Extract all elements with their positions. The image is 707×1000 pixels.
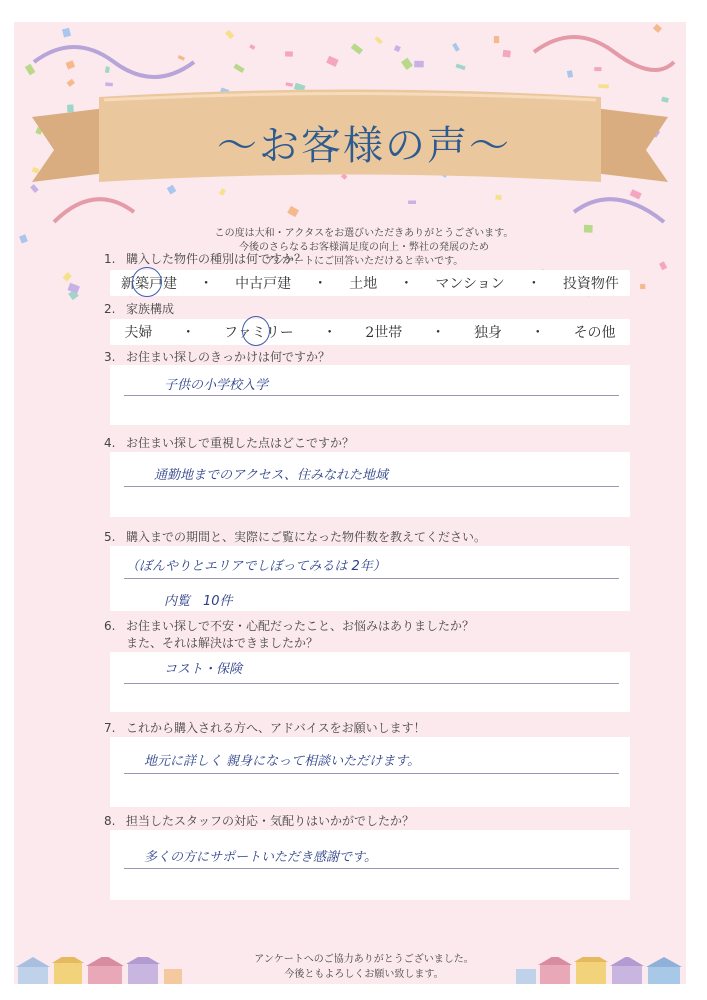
option-mansion: マンション — [435, 276, 505, 292]
footer-line: アンケートへのご協力ありがとうございました。 — [254, 954, 474, 965]
option-two-generation: 2世帯 — [365, 325, 403, 341]
option-family: ファミリー — [224, 325, 294, 341]
answer-line — [124, 486, 619, 487]
option-land: 土地 — [349, 276, 378, 292]
answer-box-7 — [110, 737, 630, 807]
option-new-house: 新築戸建 — [121, 276, 178, 292]
selection-circle — [132, 267, 162, 297]
page-title: 〜お客様の声〜 — [217, 123, 511, 169]
intro-line: 今後のさらなるお客様満足度の向上・弊社の発展のため — [239, 242, 489, 253]
question-4: 4. お住まい探しで重視した点はどこですか？ — [104, 436, 355, 450]
answer-3: 子供の小学校入学 — [164, 378, 269, 393]
answer-6: コスト・保険 — [164, 662, 243, 677]
question-1: 1. 購入した物件の種別は何ですか？ — [104, 252, 307, 266]
town-illustration-left — [14, 957, 184, 984]
question-7: 7. これから購入される方へ、アドバイスをお願いします！ — [104, 721, 426, 735]
option-investment: 投資物件 — [562, 276, 619, 292]
options-property-type: 新築戸建 ・ 中古戸建 ・ 土地 ・ マンション ・ 投資物件 — [110, 270, 630, 296]
option-couple: 夫婦 — [124, 325, 153, 341]
confetti-piece — [63, 272, 72, 281]
answer-line — [124, 868, 619, 869]
footer-line: 今後ともよろしくお願い致します。 — [284, 969, 444, 980]
question-5: 5. 購入までの期間と、実際にご覧になった物件数を教えてください。 — [104, 530, 487, 544]
intro-line: アンケートにご回答いただけると幸いです。 — [264, 256, 464, 267]
confetti-piece — [640, 284, 646, 289]
option-single: 独身 — [473, 325, 502, 341]
confetti-piece — [67, 283, 79, 294]
answer-4: 通勤地までのアクセス、住みなれた地域 — [154, 468, 389, 483]
answer-5-count: 内覧 10件 — [164, 594, 233, 609]
answer-line — [124, 395, 619, 396]
intro-line: この度は大和・アクタスをお選びいただきありがとうございます。 — [214, 228, 514, 239]
answer-line — [124, 773, 619, 774]
question-6: 6. お住まい探しで不安・心配だったこと、お悩みはありましたか？ — [104, 619, 475, 633]
footer-text — [164, 952, 564, 982]
town-illustration-right — [514, 957, 684, 984]
answer-7: 地元に詳しく 親身になって相談いただけます。 — [144, 754, 421, 769]
answer-5-period: （ぼんやりとエリアでしぼってみるは 2年） — [126, 559, 386, 574]
answer-box-8 — [110, 830, 630, 900]
question-6-sub: また、それは解決はできましたか？ — [126, 636, 319, 650]
answer-8: 多くの方にサポートいただき感謝です。 — [144, 850, 377, 865]
option-other: その他 — [573, 325, 616, 341]
question-2: 2. 家族構成 — [104, 302, 175, 316]
selection-circle — [242, 316, 270, 346]
option-used-house: 中古戸建 — [235, 276, 292, 292]
answer-line — [124, 578, 619, 579]
answer-line — [124, 683, 619, 684]
answer-box-4 — [110, 452, 630, 517]
confetti-piece — [659, 261, 667, 270]
question-8: 8. 担当したスタッフの対応・気配りはいかがでしたか？ — [104, 814, 415, 828]
options-family: 夫婦 ・ ファミリー ・ 2世帯 ・ 独身 ・ その他 — [110, 319, 630, 345]
survey-sheet — [14, 22, 686, 984]
question-3: 3. お住まい探しのきっかけは何ですか？ — [104, 350, 331, 364]
